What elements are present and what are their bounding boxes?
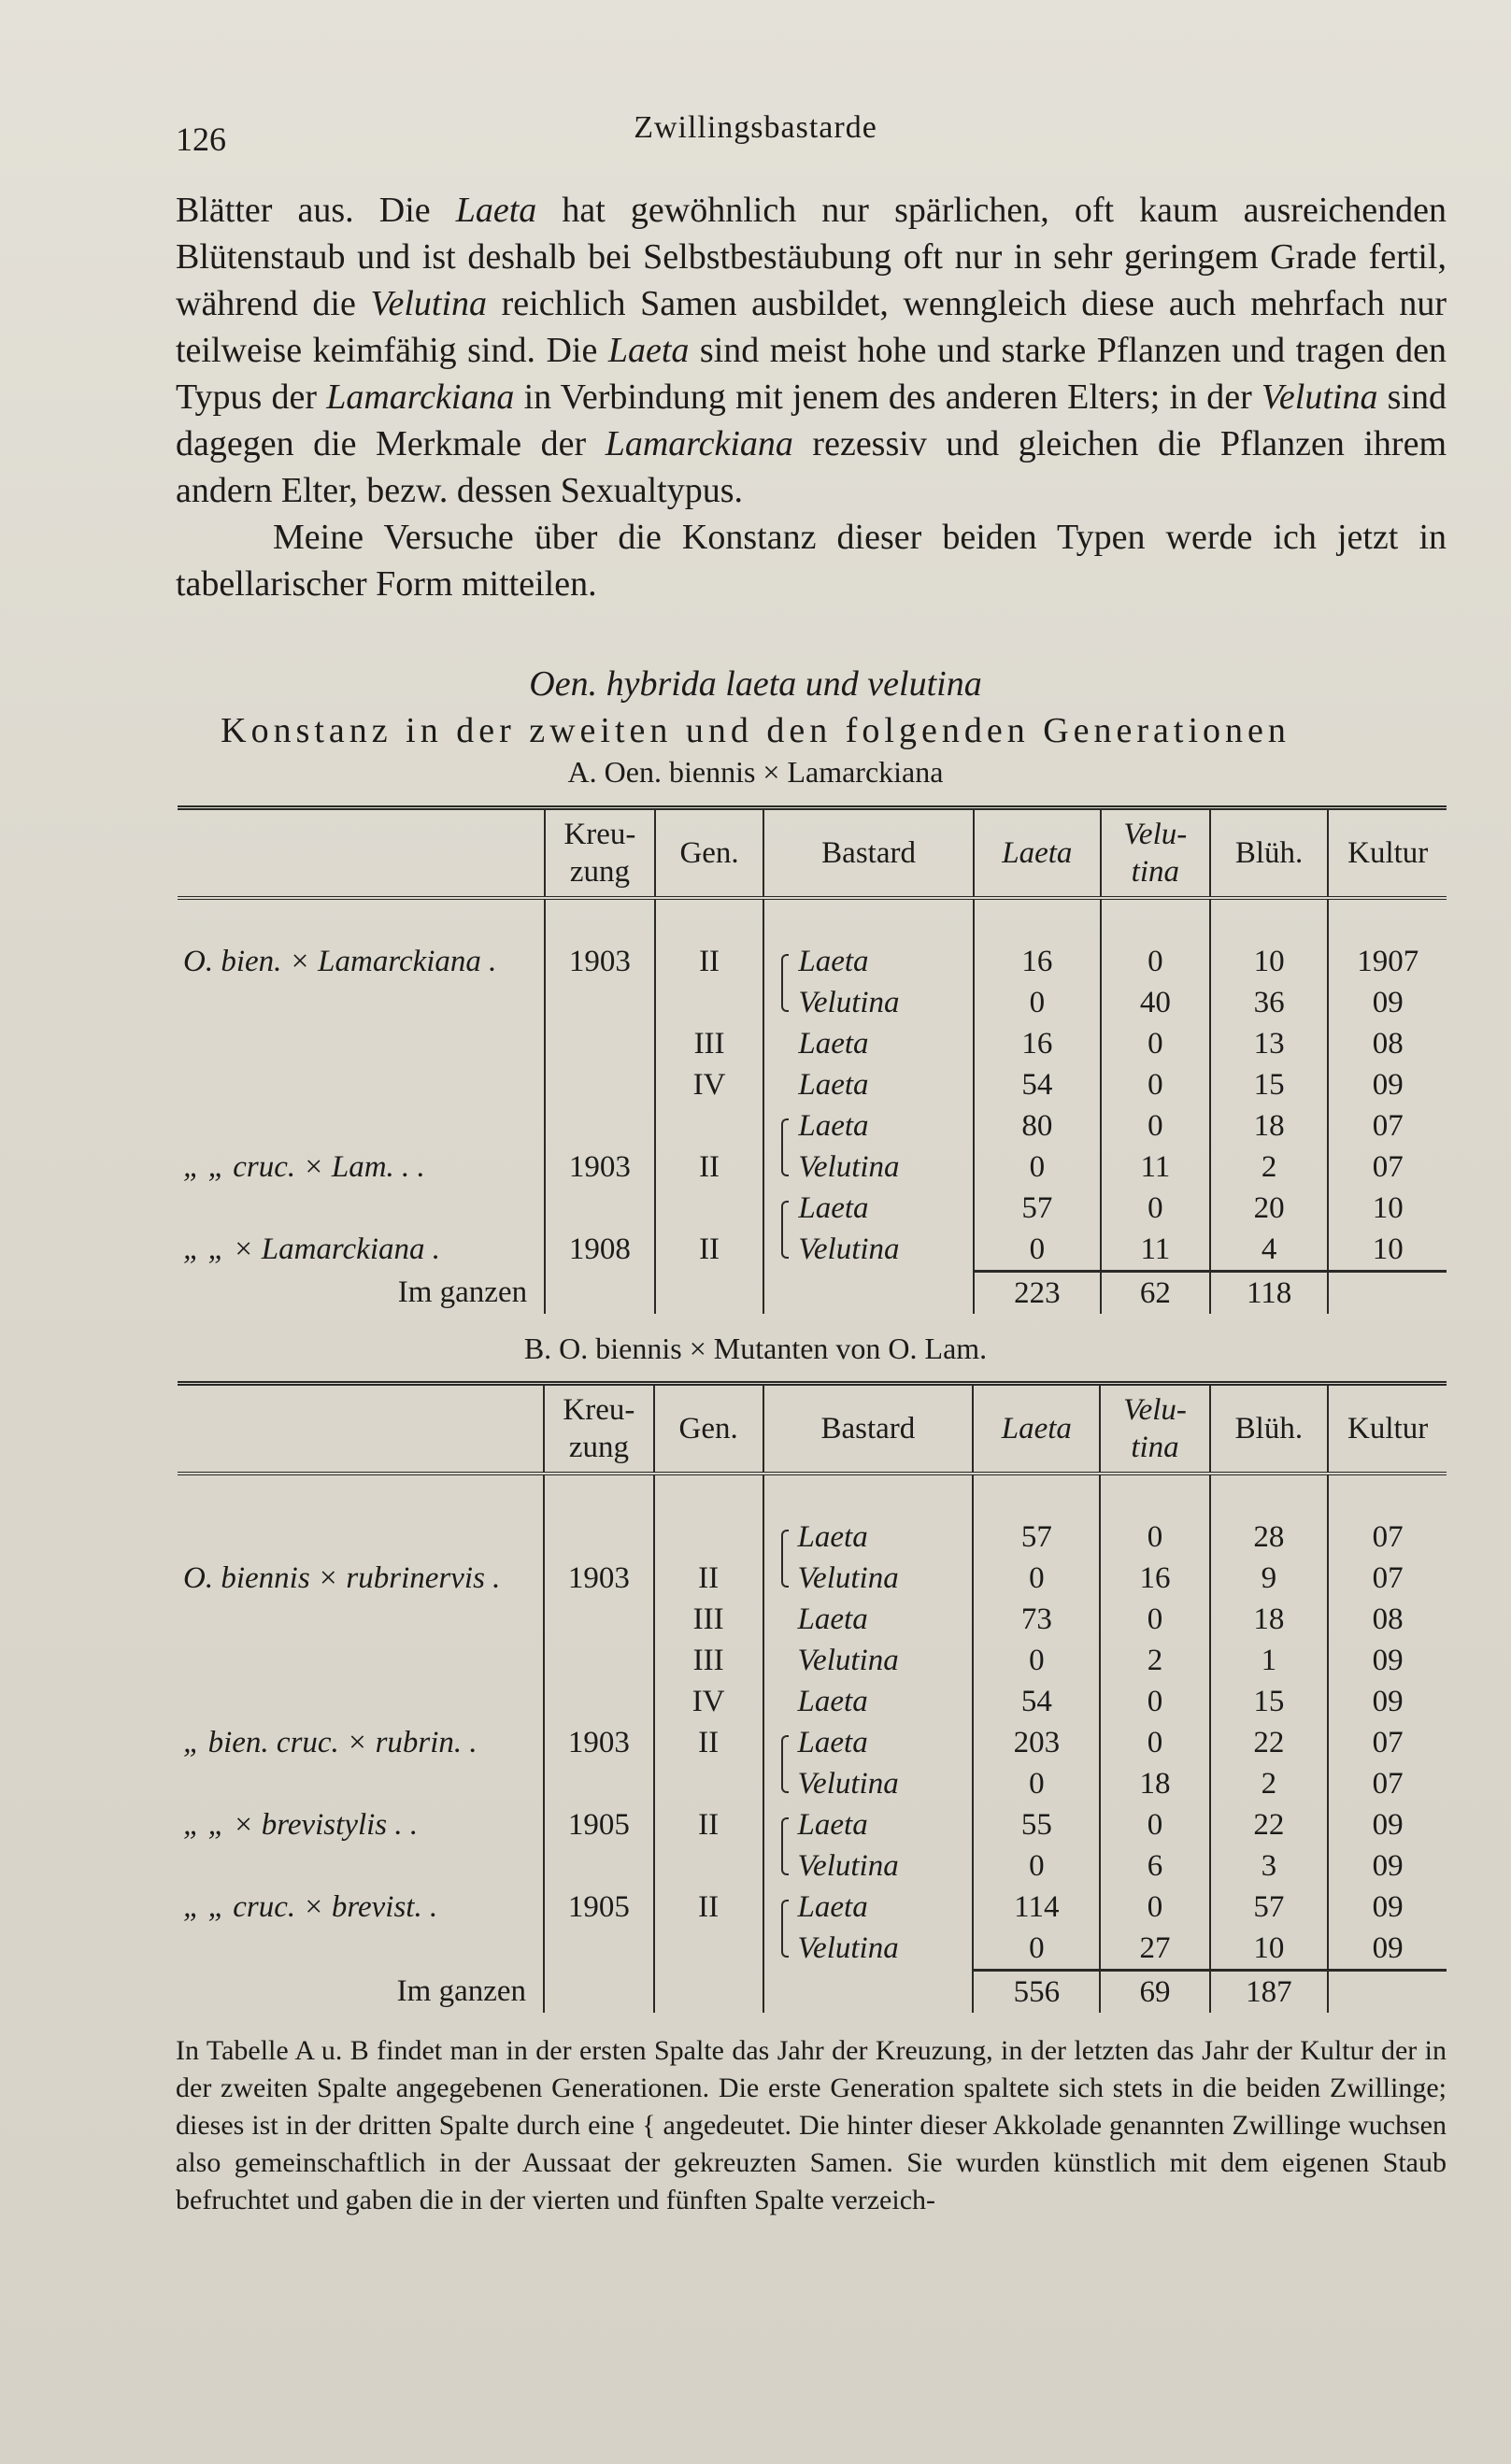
text-run: Blätter aus. Die — [176, 191, 456, 230]
page-header — [0, 110, 1511, 157]
cell-bastard: Laeta — [763, 1517, 974, 1558]
cell-kultur: 10 — [1328, 1188, 1447, 1229]
cell-velutina: 0 — [1101, 941, 1210, 982]
cell-bluh: 1 — [1210, 1640, 1329, 1681]
cell-kultur: 08 — [1328, 1599, 1447, 1640]
cell-cross: „ „ cruc. × Lam. . . — [183, 1149, 425, 1184]
cell-kultur: 07 — [1328, 1722, 1447, 1763]
table-row — [178, 982, 1447, 1023]
cell-kultur: 07 — [1328, 1147, 1447, 1188]
cell-kultur: 09 — [1328, 1640, 1447, 1681]
column-header: Gen. — [654, 1384, 763, 1474]
total-empty — [763, 1971, 974, 2014]
cell-year — [545, 1023, 655, 1064]
cell-bluh: 18 — [1210, 1105, 1329, 1147]
column-header: Laeta — [974, 808, 1101, 899]
cell-velutina: 0 — [1100, 1599, 1209, 1640]
column-header: Bastard — [763, 808, 973, 899]
cell-bastard: Laeta — [763, 941, 973, 982]
cell-bastard: Velutina — [763, 1640, 974, 1681]
cell-velutina: 0 — [1101, 1188, 1210, 1229]
cell-gen: II — [654, 1804, 763, 1845]
column-header: Velu- tina — [1101, 808, 1210, 899]
table-b-header-row — [178, 1384, 1447, 1474]
italic-term: Velutina — [370, 284, 488, 323]
total-row — [178, 1971, 1447, 2014]
cell-year — [544, 1763, 654, 1804]
text-run: reichlich Samen ausbildet, wenngleich diese auch mehrfach nur teilweise keimfähig sind. Die — [176, 284, 1447, 370]
cell-bluh: 57 — [1210, 1887, 1329, 1928]
column-header: Blüh. — [1210, 808, 1329, 899]
cell-cross — [178, 1763, 544, 1804]
cell-year — [545, 982, 655, 1023]
text-run: sind dagegen die Merkmale der — [176, 377, 1447, 463]
cell-bluh: 10 — [1210, 941, 1329, 982]
cell-gen: III — [655, 1023, 764, 1064]
cell-kultur: 07 — [1328, 1517, 1447, 1558]
cell-velutina: 0 — [1100, 1517, 1209, 1558]
cell-year — [545, 1188, 655, 1229]
cell-bastard: Laeta — [763, 1681, 974, 1722]
cell-bastard: Laeta — [763, 1599, 974, 1640]
cell-laeta: 16 — [974, 1023, 1101, 1064]
text-run: rezessiv und gleichen die Pflanzen ihrem andern Elter, bezw. dessen Sexualtypus. — [176, 424, 1447, 510]
cell-velutina: 0 — [1101, 1064, 1210, 1105]
cell-laeta: 55 — [973, 1804, 1100, 1845]
cell-bastard: Laeta — [763, 1105, 973, 1147]
cell-bastard: Velutina — [763, 982, 973, 1023]
cell-bluh: 22 — [1210, 1804, 1329, 1845]
cell-cross: „ „ × brevistylis . . — [183, 1807, 419, 1842]
cell-cross: „ bien. cruc. × rubrin. . — [183, 1725, 478, 1759]
total-velutina: 62 — [1101, 1272, 1210, 1315]
cell-kultur: 1907 — [1328, 941, 1447, 982]
cell-velutina: 16 — [1100, 1558, 1209, 1599]
cell-gen: II — [654, 1558, 763, 1599]
table-row — [178, 1640, 1447, 1681]
cell-gen — [654, 1517, 763, 1558]
cell-bastard: Laeta — [763, 1804, 974, 1845]
table-row — [178, 1804, 1447, 1845]
cell-bluh: 15 — [1210, 1681, 1329, 1722]
cell-laeta: 0 — [973, 1640, 1100, 1681]
paragraph — [176, 514, 1447, 607]
italic-term: Laeta — [607, 331, 690, 370]
cell-velutina: 0 — [1101, 1023, 1210, 1064]
cell-laeta: 203 — [973, 1722, 1100, 1763]
cell-laeta: 0 — [974, 1147, 1101, 1188]
cell-gen: IV — [654, 1681, 763, 1722]
table-row — [178, 1023, 1447, 1064]
cell-laeta: 0 — [973, 1763, 1100, 1804]
italic-term: Laeta — [455, 191, 537, 230]
cell-cross — [178, 982, 545, 1023]
cell-gen — [655, 1188, 764, 1229]
cell-cross — [178, 1681, 544, 1722]
cell-year: 1903 — [544, 1558, 654, 1599]
cell-year — [544, 1845, 654, 1887]
paragraph — [176, 187, 1447, 514]
body-text — [176, 187, 1447, 607]
cell-velutina: 11 — [1101, 1147, 1210, 1188]
cell-bastard: Laeta — [763, 1064, 973, 1105]
cell-laeta: 0 — [974, 982, 1101, 1023]
total-empty — [544, 1971, 654, 2014]
cell-cross — [178, 1188, 545, 1229]
cell-bluh: 13 — [1210, 1023, 1329, 1064]
cell-bluh: 22 — [1210, 1722, 1329, 1763]
cell-velutina: 0 — [1100, 1681, 1209, 1722]
total-laeta: 223 — [974, 1272, 1101, 1315]
total-label: Im ganzen — [396, 1973, 527, 2008]
table-row — [178, 1845, 1447, 1887]
cell-bastard: Velutina — [763, 1229, 973, 1272]
table-row — [178, 1105, 1447, 1147]
column-header: Kultur — [1328, 808, 1447, 899]
table-a — [178, 805, 1447, 1314]
table-row — [178, 1517, 1447, 1558]
cell-gen: III — [654, 1640, 763, 1681]
cell-laeta: 57 — [974, 1188, 1101, 1229]
column-header — [178, 808, 545, 899]
cell-gen — [655, 982, 764, 1023]
cell-bluh: 4 — [1210, 1229, 1329, 1272]
cell-velutina: 0 — [1101, 1105, 1210, 1147]
cell-year — [544, 1517, 654, 1558]
cell-kultur: 07 — [1328, 1763, 1447, 1804]
cell-year: 1905 — [544, 1804, 654, 1845]
table-row — [178, 1722, 1447, 1763]
cell-laeta: 57 — [973, 1517, 1100, 1558]
cell-bastard: Laeta — [763, 1188, 973, 1229]
cell-gen: II — [655, 1147, 764, 1188]
cell-bastard: Velutina — [763, 1845, 974, 1887]
cell-bluh: 3 — [1210, 1845, 1329, 1887]
text-run: Meine Versuche über die Konstanz dieser beiden Typen werde ich jetzt in tabellarischer Form mitteilen. — [176, 518, 1447, 604]
cell-year: 1903 — [545, 941, 655, 982]
cell-gen: II — [654, 1887, 763, 1928]
italic-term: Lamarckiana — [605, 424, 793, 463]
cell-gen: III — [654, 1599, 763, 1640]
table-heading-title: Oen. hybrida laeta und velutina — [529, 664, 982, 704]
cell-kultur: 09 — [1328, 1928, 1447, 1971]
cell-cross: O. biennis × rubrinervis . — [183, 1560, 501, 1595]
cell-cross — [178, 1517, 544, 1558]
page-number: 126 — [176, 121, 226, 158]
total-empty — [763, 1272, 973, 1315]
cell-laeta: 0 — [973, 1845, 1100, 1887]
cell-laeta: 0 — [973, 1558, 1100, 1599]
cell-kultur: 09 — [1328, 982, 1447, 1023]
cell-kultur: 09 — [1328, 1887, 1447, 1928]
total-row — [178, 1272, 1447, 1315]
cell-laeta: 54 — [974, 1064, 1101, 1105]
total-bluh: 118 — [1210, 1272, 1329, 1315]
column-header: Velu- tina — [1100, 1384, 1209, 1474]
total-velutina: 69 — [1100, 1971, 1209, 2014]
cell-gen: II — [655, 941, 764, 982]
text-run: sind meist hohe und starke Pflanzen und tragen den Typus der — [176, 331, 1447, 417]
column-header: Kultur — [1328, 1384, 1447, 1474]
table-row — [178, 1887, 1447, 1928]
cell-year — [544, 1640, 654, 1681]
cell-year — [544, 1928, 654, 1971]
cell-velutina: 18 — [1100, 1763, 1209, 1804]
total-empty — [1328, 1971, 1447, 2014]
cell-year — [544, 1599, 654, 1640]
cell-bluh: 28 — [1210, 1517, 1329, 1558]
table-row — [178, 1681, 1447, 1722]
cell-bluh: 9 — [1210, 1558, 1329, 1599]
table-row — [178, 1763, 1447, 1804]
table-row — [178, 941, 1447, 982]
cell-gen: II — [654, 1722, 763, 1763]
column-header: Laeta — [973, 1384, 1100, 1474]
table-row — [178, 1599, 1447, 1640]
table-b — [178, 1381, 1447, 2013]
footnote-paragraph: In Tabelle A u. B findet man in der ersten Spalte das Jahr der Kreuzung, in der letzten das Jahr der Kultur der in der zweiten Spalte angegebenen Generationen. Die erste Generation spaltete sich stets in die beiden Zwillinge; dieses ist in der dritten Spalte durch eine { angedeutet. Die hinter dieser Akkolade genannten Zwillinge wuchsen also gemeinschaftlich in der Aussaat der gekreuzten Samen. Sie wurden künstlich mit dem eigenen Staub befruchtet und gaben die in der vierten und fünften Spalte verzeich- — [176, 2035, 1447, 2215]
total-empty — [655, 1272, 764, 1315]
cell-bastard: Laeta — [763, 1023, 973, 1064]
cell-laeta: 80 — [974, 1105, 1101, 1147]
total-empty — [1328, 1272, 1447, 1315]
table-row — [178, 1558, 1447, 1599]
cell-bastard: Laeta — [763, 1887, 974, 1928]
cell-bluh: 15 — [1210, 1064, 1329, 1105]
cell-year — [545, 1105, 655, 1147]
cell-bluh: 2 — [1210, 1763, 1329, 1804]
table-row — [178, 1928, 1447, 1971]
column-header: Kreu- zung — [545, 808, 655, 899]
cell-velutina: 11 — [1101, 1229, 1210, 1272]
total-bluh: 187 — [1210, 1971, 1329, 2014]
cell-velutina: 27 — [1100, 1928, 1209, 1971]
text-run: in Verbindung mit jenem des anderen Elters; in der — [514, 377, 1262, 417]
cell-laeta: 0 — [973, 1928, 1100, 1971]
cell-cross — [178, 1064, 545, 1105]
cell-cross — [178, 1845, 544, 1887]
cell-laeta: 114 — [973, 1887, 1100, 1928]
cell-year — [545, 1064, 655, 1105]
cell-bluh: 36 — [1210, 982, 1329, 1023]
cell-gen — [654, 1928, 763, 1971]
text-run: hat gewöhnlich nur spärlichen, oft kaum ausreichenden Blütenstaub und ist deshalb bei Selbstbestäubung oft nur in sehr geringem Grade fertil, während die — [176, 191, 1447, 323]
cell-kultur: 09 — [1328, 1845, 1447, 1887]
cell-bluh: 10 — [1210, 1928, 1329, 1971]
cell-gen: II — [655, 1229, 764, 1272]
cell-kultur: 09 — [1328, 1804, 1447, 1845]
footnote-text — [176, 2032, 1447, 2219]
total-laeta: 556 — [973, 1971, 1100, 2014]
cell-laeta: 54 — [973, 1681, 1100, 1722]
cell-year: 1908 — [545, 1229, 655, 1272]
running-title: Zwillingsbastarde — [634, 110, 877, 145]
cell-year: 1903 — [544, 1722, 654, 1763]
table-row — [178, 1188, 1447, 1229]
table-row — [178, 1147, 1447, 1188]
cell-cross — [178, 1640, 544, 1681]
cell-kultur: 08 — [1328, 1023, 1447, 1064]
column-header — [178, 1384, 544, 1474]
cell-laeta: 16 — [974, 941, 1101, 982]
table-row — [178, 1229, 1447, 1272]
cell-kultur: 09 — [1328, 1681, 1447, 1722]
total-label: Im ganzen — [397, 1275, 528, 1309]
total-empty — [545, 1272, 655, 1315]
cell-kultur: 10 — [1328, 1229, 1447, 1272]
cell-year: 1905 — [544, 1887, 654, 1928]
italic-term: Lamarckiana — [326, 377, 515, 417]
column-header: Bastard — [763, 1384, 974, 1474]
cell-bluh: 18 — [1210, 1599, 1329, 1640]
cell-gen: IV — [655, 1064, 764, 1105]
table-row — [178, 1064, 1447, 1105]
cell-year — [544, 1681, 654, 1722]
cell-bluh: 20 — [1210, 1188, 1329, 1229]
cell-bastard: Velutina — [763, 1147, 973, 1188]
table-a-caption: A. Oen. biennis × Lamarckiana — [567, 755, 944, 789]
total-empty — [654, 1971, 763, 2014]
cell-bastard: Velutina — [763, 1763, 974, 1804]
table-heading-subtitle: Konstanz in der zweiten und den folgenden Generationen — [221, 711, 1290, 750]
cell-kultur: 09 — [1328, 1064, 1447, 1105]
cell-velutina: 2 — [1100, 1640, 1209, 1681]
cell-bastard: Velutina — [763, 1928, 974, 1971]
column-header: Gen. — [655, 808, 764, 899]
cell-velutina: 0 — [1100, 1722, 1209, 1763]
cell-kultur: 07 — [1328, 1558, 1447, 1599]
table-b-caption: B. O. biennis × Mutanten von O. Lam. — [523, 1332, 988, 1365]
cell-cross — [178, 1599, 544, 1640]
italic-term: Velutina — [1261, 377, 1378, 417]
cell-kultur: 07 — [1328, 1105, 1447, 1147]
cell-gen — [655, 1105, 764, 1147]
cell-velutina: 40 — [1101, 982, 1210, 1023]
cell-velutina: 0 — [1100, 1887, 1209, 1928]
cell-gen — [654, 1763, 763, 1804]
cell-cross — [178, 1105, 545, 1147]
cell-gen — [654, 1845, 763, 1887]
column-header: Blüh. — [1210, 1384, 1329, 1474]
cell-cross: „ „ × Lamarckiana . — [183, 1232, 440, 1267]
cell-velutina: 6 — [1100, 1845, 1209, 1887]
cell-bastard: Velutina — [763, 1558, 974, 1599]
cell-cross: O. bien. × Lamarckiana . — [183, 944, 497, 978]
table-a-header-row — [178, 808, 1447, 899]
cell-cross — [178, 1928, 544, 1971]
cell-laeta: 73 — [973, 1599, 1100, 1640]
cell-bluh: 2 — [1210, 1147, 1329, 1188]
cell-bastard: Laeta — [763, 1722, 974, 1763]
column-header: Kreu- zung — [544, 1384, 654, 1474]
cell-cross: „ „ cruc. × brevist. . — [183, 1889, 438, 1924]
cell-year: 1903 — [545, 1147, 655, 1188]
cell-laeta: 0 — [974, 1229, 1101, 1272]
cell-cross — [178, 1023, 545, 1064]
cell-velutina: 0 — [1100, 1804, 1209, 1845]
